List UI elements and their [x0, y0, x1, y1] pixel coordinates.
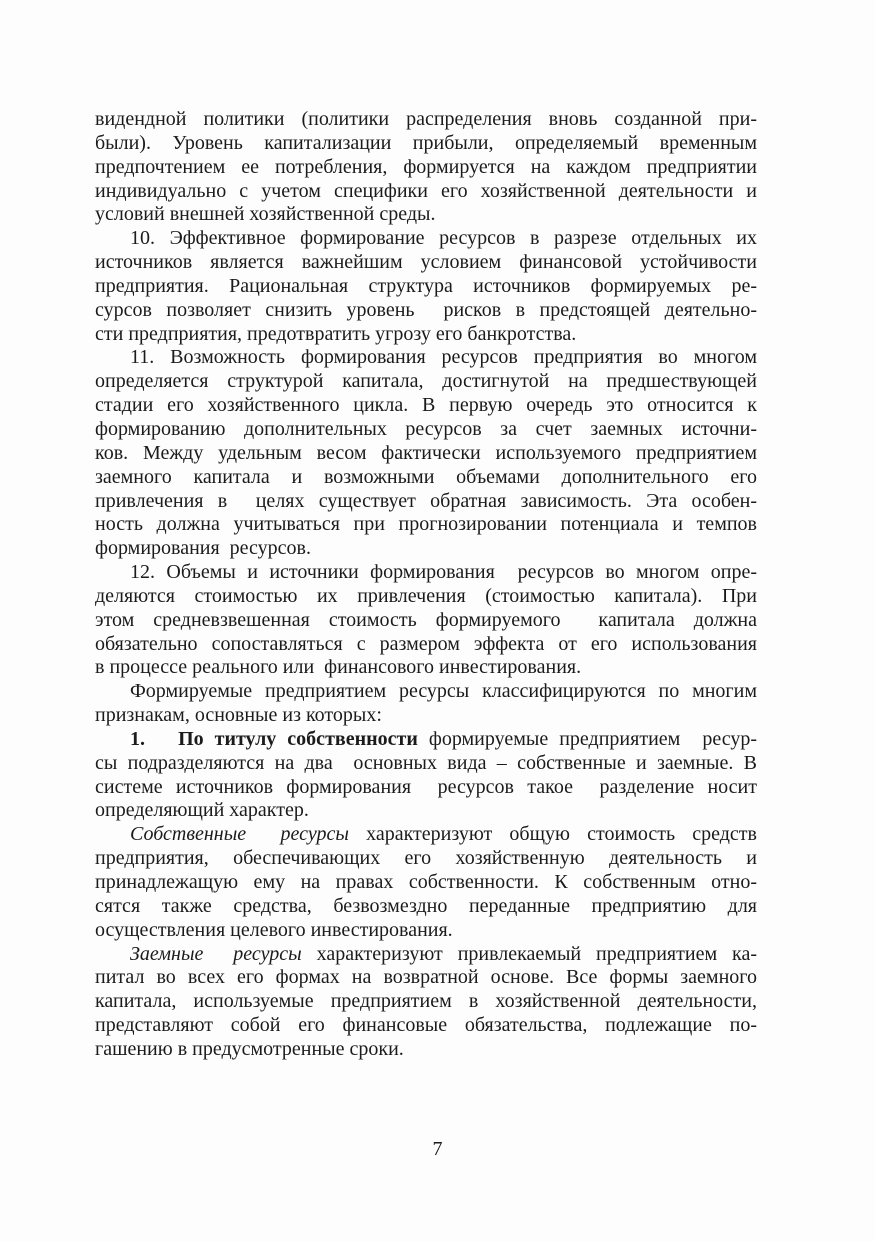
- text-run: характеризуют привлекаемый предприятием ка-: [301, 942, 757, 965]
- text-run: заемного капитала и возможными объемами дополнительного его: [95, 465, 757, 488]
- text-line: [95, 180, 757, 204]
- text-run: представляют собой его финансовые обязательства, подлежащие по-: [95, 1014, 757, 1037]
- text-line: [95, 323, 757, 347]
- text-line: [95, 943, 757, 967]
- text-line: [95, 156, 757, 180]
- text-run: индивидуально с учетом специфики его хозяйственной деятельности и: [95, 179, 757, 202]
- text-run: этом средневзвешенная стоимость формируемого капитала должна: [95, 608, 757, 631]
- text-run: определяется структурой капитала, достигнутой на предшествующей: [95, 370, 757, 393]
- text-line: [95, 609, 757, 633]
- text-line: [95, 752, 757, 776]
- text-run: источников является важнейшим условием финансовой устойчивости: [95, 251, 757, 274]
- italic-run: Собственные ресурсы: [130, 823, 349, 846]
- text-run: стадии его хозяйственного цикла. В первую очередь это относится к: [95, 394, 757, 417]
- text-run: сти предприятия, предотвратить угрозу его банкротства.: [95, 322, 577, 345]
- text-line: [95, 561, 757, 585]
- text-line: [95, 680, 757, 704]
- text-line: [95, 776, 757, 800]
- text-line: [95, 585, 757, 609]
- text-run: в процессе реального или финансового инвестирования.: [95, 656, 582, 679]
- text-run: гашению в предусмотренные сроки.: [95, 1037, 404, 1060]
- text-line: [95, 823, 757, 847]
- text-line: [95, 728, 757, 752]
- text-line: [95, 871, 757, 895]
- text-line: [95, 1014, 757, 1038]
- page-number: 7: [432, 1138, 443, 1160]
- text-run: предприятия, обеспечивающих его хозяйственную деятельность и: [95, 847, 757, 870]
- text-line: [95, 418, 757, 442]
- text-line: [95, 799, 757, 823]
- text-run: формирования ресурсов.: [95, 537, 311, 560]
- text-run: характеризуют общую стоимость средств: [348, 823, 757, 846]
- text-line: [95, 966, 757, 990]
- text-run: принадлежащую ему на правах собственности. К собственным отно-: [95, 871, 757, 893]
- text-line: [95, 513, 757, 537]
- text-run: питал во всех его формах на возвратной основе. Все формы заемного: [95, 966, 757, 989]
- text-line: [95, 108, 757, 132]
- text-line: [95, 919, 757, 943]
- text-line: [95, 227, 757, 251]
- text-line: [95, 990, 757, 1014]
- text-run: сурсов позволяет снизить уровень рисков в предстоящей деятельно-: [95, 298, 757, 321]
- text-run: условий внешней хозяйственной среды.: [95, 203, 436, 226]
- text-run: капитала, используемые предприятием в хозяйственной деятельности,: [95, 990, 757, 1013]
- text-line: [95, 299, 757, 323]
- text-run: привлечения в целях существует обратная зависимость. Эта особен-: [95, 489, 757, 512]
- text-run: признакам, основные из которых:: [95, 704, 382, 727]
- text-line: [95, 466, 757, 490]
- text-line: [95, 537, 757, 561]
- text-line: [95, 132, 757, 156]
- text-line: [95, 346, 757, 370]
- text-block: [95, 108, 757, 1062]
- text-line: [95, 394, 757, 418]
- text-line: [95, 633, 757, 657]
- text-run: видендной политики (политики распределения вновь созданной при-: [95, 108, 757, 130]
- text-line: [95, 275, 757, 299]
- text-line: [95, 251, 757, 275]
- text-run: предпочтением ее потребления, формируется на каждом предприятии: [95, 155, 757, 178]
- italic-run: Заемные ресурсы: [130, 942, 302, 965]
- text-line: [95, 656, 757, 680]
- bold-run: 1. По титулу собственности: [130, 727, 418, 750]
- text-line: [95, 442, 757, 466]
- text-run: осуществления целевого инвестирования.: [95, 918, 453, 941]
- text-run: 12. Объемы и источники формирования ресурсов во многом опре-: [130, 561, 757, 584]
- text-run: Формируемые предприятием ресурсы классифицируются по многим: [130, 680, 757, 703]
- text-run: сятся также средства, безвозмездно переданные предприятию для: [95, 894, 757, 917]
- text-line: [95, 704, 757, 728]
- text-run: 11. Возможность формирования ресурсов предприятия во многом: [130, 346, 757, 369]
- text-line: [95, 895, 757, 919]
- text-run: формируемые предприятием ресур-: [417, 727, 757, 750]
- text-run: были). Уровень капитализации прибыли, определяемый временным: [95, 131, 757, 154]
- text-run: предприятия. Рациональная структура источников формируемых ре-: [95, 274, 757, 297]
- text-run: 10. Эффективное формирование ресурсов в разрезе отдельных их: [130, 227, 757, 250]
- text-run: сы подразделяются на два основных вида – собственные и заемные. В: [95, 751, 757, 774]
- text-line: [95, 203, 757, 227]
- text-run: определяющий характер.: [95, 799, 309, 822]
- text-run: деляются стоимостью их привлечения (стоимостью капитала). При: [95, 584, 757, 607]
- text-run: ков. Между удельным весом фактически используемого предприятием: [95, 441, 757, 464]
- text-line: [95, 847, 757, 871]
- text-run: обязательно сопоставляться с размером эффекта от его использования: [95, 632, 757, 655]
- text-run: системе источников формирования ресурсов такое разделение носит: [95, 775, 757, 798]
- text-line: [95, 370, 757, 394]
- text-line: [95, 490, 757, 514]
- text-run: формированию дополнительных ресурсов за счет заемных источни-: [95, 417, 757, 440]
- text-line: [95, 1038, 757, 1062]
- text-run: ность должна учитываться при прогнозировании потенциала и темпов: [95, 513, 757, 536]
